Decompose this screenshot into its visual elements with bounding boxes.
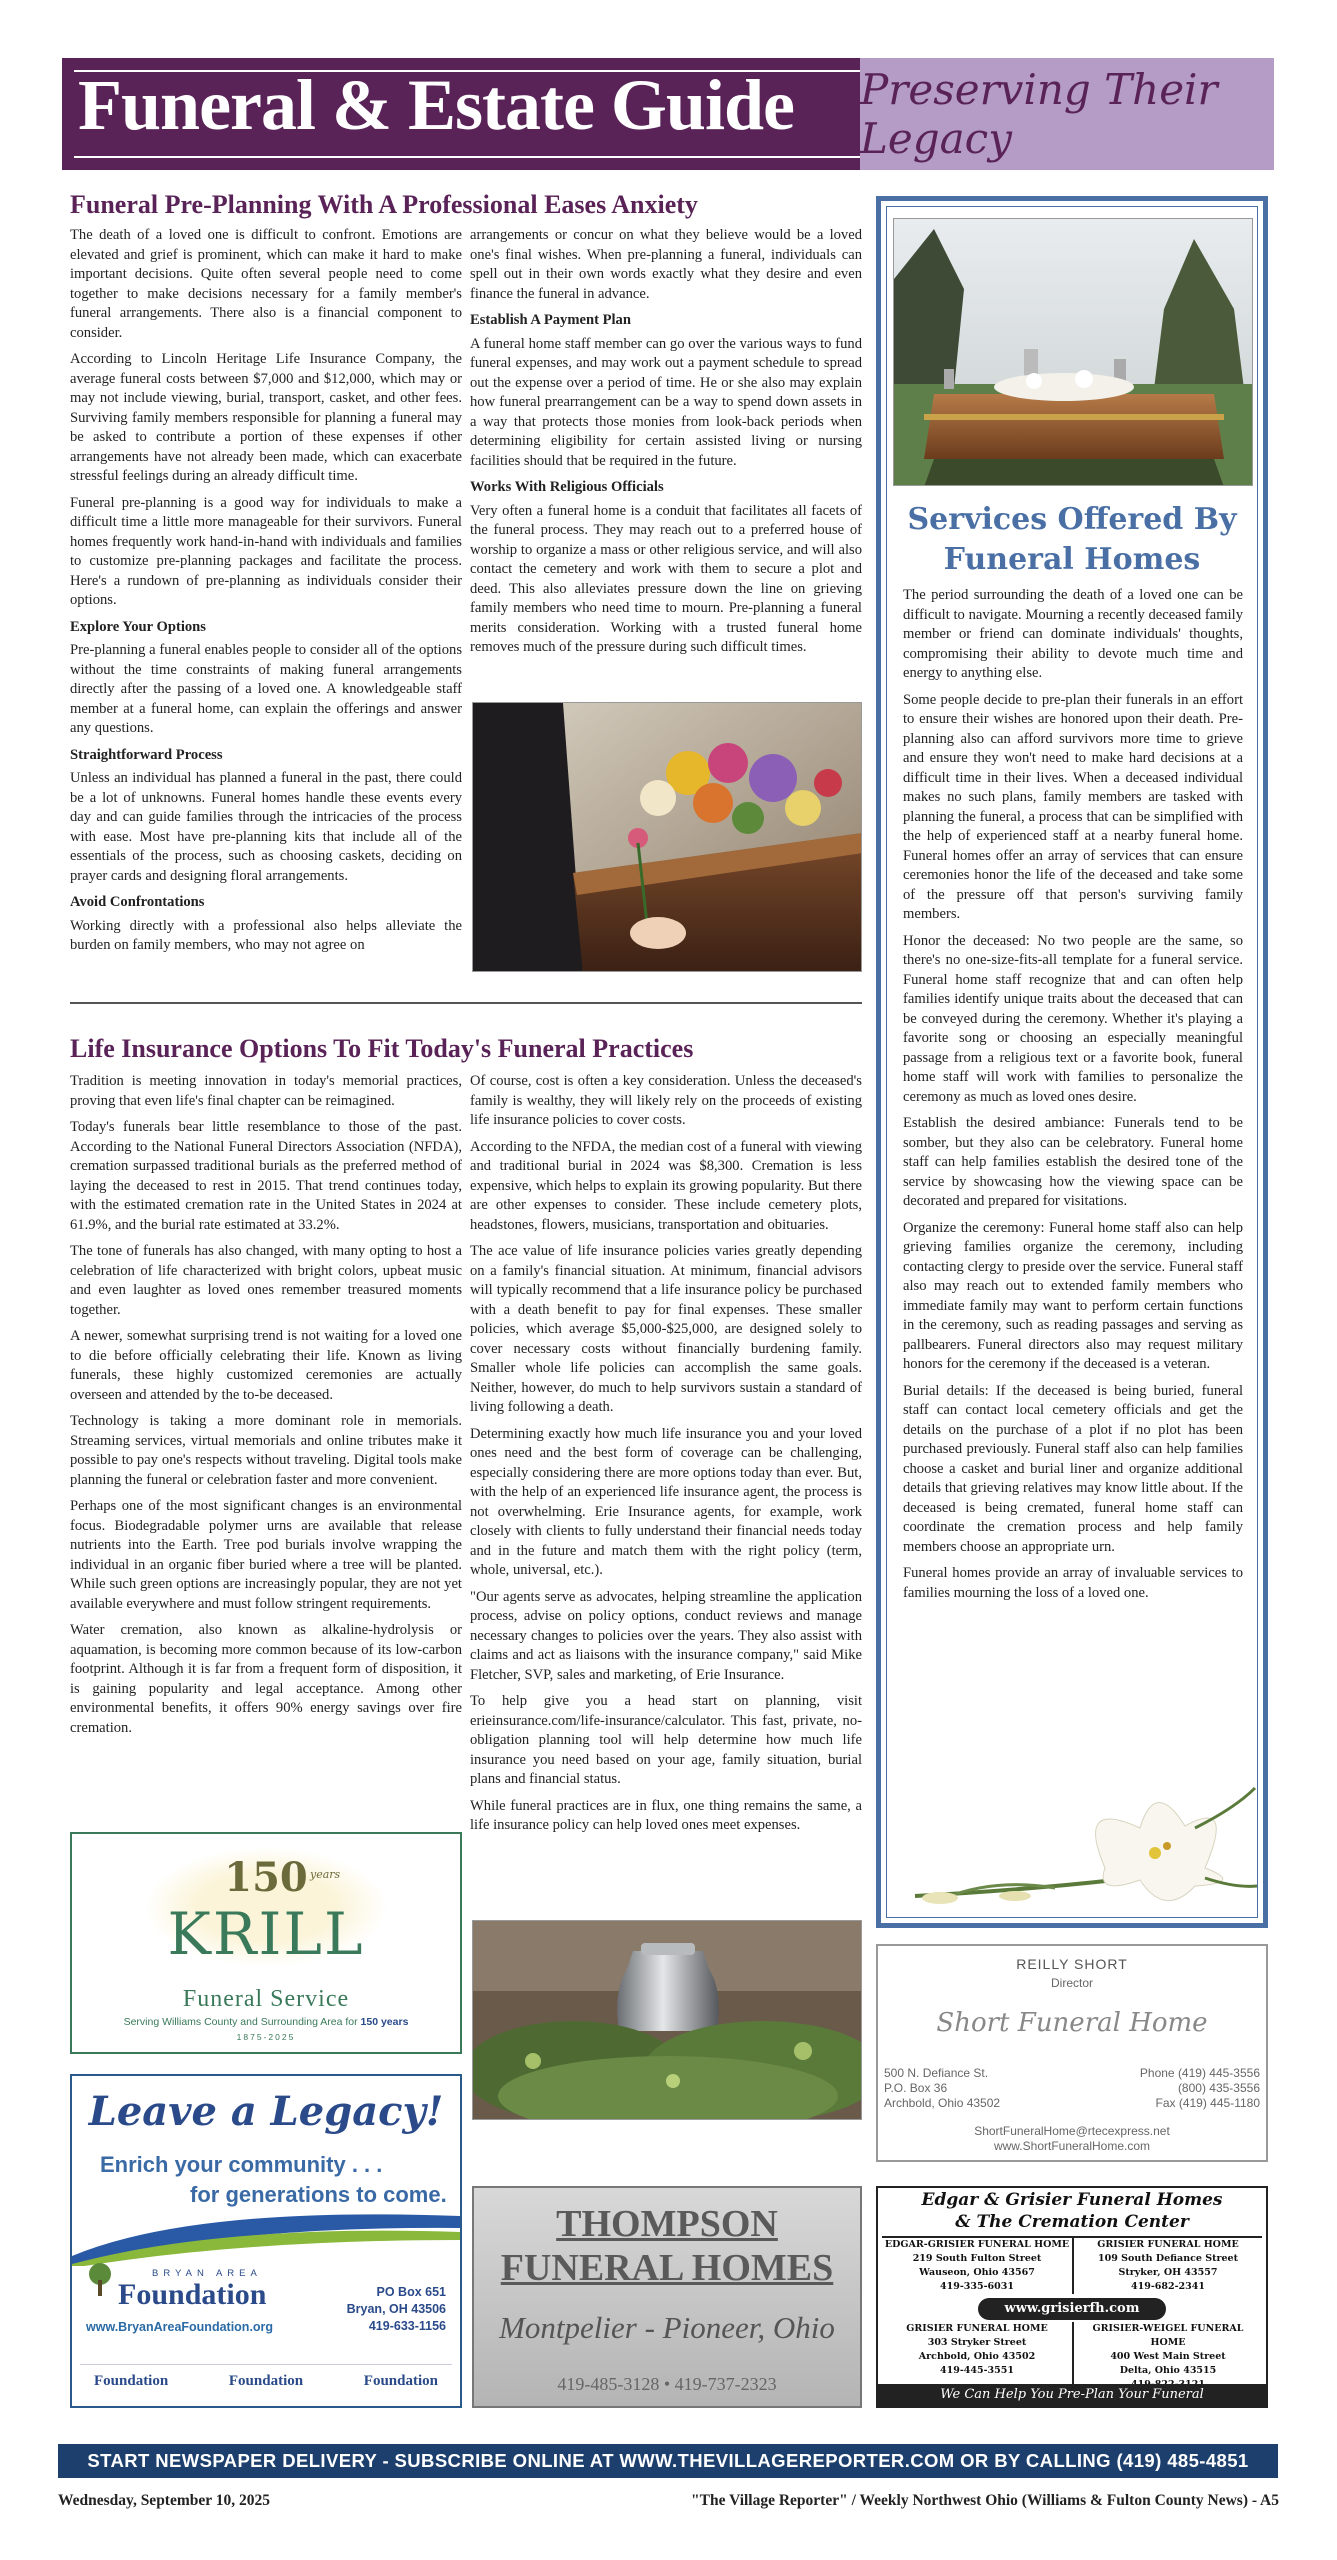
sidebar-headline: Services Offered By Funeral Homes [907,502,1237,577]
foundation-name: Foundation [118,2278,267,2311]
lily-illustration [905,1768,1260,1918]
subheading: Establish A Payment Plan [470,312,631,328]
short-funeral-ad [876,1944,1268,2162]
paragraph: "Our agents serve as advocates, helping streamline the application process, advise on policy options, conduct reviews and manage necessary changes to policies over the years. They also assist with claims and act as liaisons with the insurance company," said Mike Fletcher, SVP, sales and marketing, of Erie Insurance. [470,1588,862,1683]
short-phone: Phone (419) 445-3556 [1139,2066,1260,2080]
issue-date: Wednesday, September 10, 2025 [58,2492,270,2509]
article1-headline: Funeral Pre-Planning With A Professional Eases Anxiety [70,190,698,219]
paper-folio: "The Village Reporter" / Weekly Northwest Ohio (Williams & Fulton County News) - A5 [691,2492,1279,2509]
paragraph: According to Lincoln Heritage Life Insurance Company, the average funeral costs between $7,000 and $12,000, which may or may not include viewing, burial, transport, casket, and other fees. Surviving family members responsible for planning a funeral may be asked to contribute a portion of these expenses if other arrangements have not already been made, which can exacerbate stressful feelings during an already difficult time. [70,351,462,484]
casket-flowers-photo [472,702,862,972]
paragraph: Establish the desired ambiance: Funerals tend to be somber, but they also can be celebratory. Funeral home staff can help families establish the desired tone of the service by showcasing how the viewing space can be decorated and prepared for visitations. [903,1115,1243,1209]
foundation-phone: 419-633-1156 [368,2319,446,2333]
tree-icon [86,2262,114,2296]
affiliate-foundation-3: Foundation [363,2373,438,2389]
paragraph: Determining exactly how much life insurance you and your loved ones need and the best form of coverage can be challenging, especially considering there are more options today than ever. But, with the help of an experienced life insurance agent, the process is not overwhelming. Erie Insurance agents, for example, work closely with clients to fully understand their financial needs today and in the future and match them with the right policy (term, whole, universal, etc.). [470,1425,862,1578]
paragraph: Burial details: If the deceased is being buried, funeral staff can contact local cemetery officials and get the details on the purchase of a plot if no plot has been purchased previously. Funeral staff also can help families choose a casket and burial liner and organize additional details that grieving relatives may know little about. If the deceased is being cremated, funeral home staff can coordinate the cremation process and help family members choose an appropriate urn. [903,1382,1243,1555]
wave-graphic [72,2206,460,2266]
grisier-funeral-ad [876,2186,1268,2408]
grisier-slogan: We Can Help You Pre-Plan Your Funeral [878,2384,1266,2406]
masthead-rule-bottom [74,156,869,158]
paragraph: Tradition is meeting innovation in today's memorial practices, proving that even life's final chapter can be reimagined. [70,1073,462,1109]
krill-years-word: years [310,1868,341,1881]
article2-column-1 [70,1072,462,1822]
short-tollfree: (800) 435-3556 [1177,2081,1260,2095]
paragraph: While funeral practices are in flux, one thing remains the same, a life insurance policy can help loved ones meet expenses. [470,1797,862,1833]
paragraph: The ace value of life insurance policies varies greatly depending on a family's financial situation. At minimum, financial advisors will typically recommend that a life insurance policy be purchased with a death benefit to pay for final expenses. These smaller policies, which average $5,000-$25,000, are designed solely to cover necessary costs without financially burdening family. Smaller whole life policies can accomplish the same goals. Neither, however, do much to help survivors sustain a standard of living following a death. [470,1243,862,1415]
article1-column-1 [70,226,462,976]
article1-column-2 [470,226,862,692]
paragraph: Funeral homes provide an array of invaluable services to families mourning the loss of a loved one. [903,1565,1243,1601]
paragraph: arrangements or concur on what they believe would be a loved one's final wishes. When pre-planning a funeral, individuals can spell out in their own words exactly what they desire and even finance the funeral in advance. [470,227,862,302]
krill-serving: Serving Williams County and Surrounding Area for 150 years [123,2016,409,2028]
grisier-subtitle: & The Cremation Center [955,2212,1189,2232]
paragraph: Unless an individual has planned a funeral in the past, there could be a lot of unknowns. Funeral homes handle these events every day and can guide families through the intricacies of the process with ease. Most have pre-planning kits that include all of the essentials of the process, such as choosing caskets, deciding on prayer cards and designing floral arrangements. [70,770,462,884]
bryan-foundation-ad [70,2074,462,2408]
director-title: Director [1050,1976,1093,1990]
short-logo: Short Funeral Home [936,2008,1208,2038]
paragraph: To help give you a head start on planning, visit erieinsurance.com/life-insurance/calculator. This fast, private, no-obligation planning tool will help determine how much life insurance you need based on your age, family situation, burial plans and financial status. [470,1693,862,1787]
cemetery-casket-photo [893,218,1253,486]
grisier-delta: GRISIER-WEIGEL FUNERAL HOME 400 West Main Street Delta, Ohio 43515 [1072,2322,1262,2392]
thompson-location: Montpelier - Pioneer, Ohio [499,2310,835,2345]
legacy-line2: for generations to come. [190,2182,447,2207]
grisier-website[interactable]: www.grisierfh.com [978,2298,1166,2320]
affiliate-foundation-1: Foundation [94,2373,169,2389]
paragraph: The death of a loved one is difficult to confront. Emotions are elevated and grief is prominent, which can make it hard to make important decisions. Quite often several people need to come together to make decisions necessary for a family member's funeral arrangements. There also is a financial component to consider. [70,227,462,341]
krill-dates: 1875-2025 [236,2032,296,2042]
grisier-stryker: GRISIER FUNERAL HOME 109 South Defiance Street Stryker, OH 43557 419-682-2341 [1072,2238,1262,2294]
short-addr3: Archbold, Ohio 43502 [884,2096,1001,2110]
paragraph: The tone of funerals has also changed, with many opting to host a celebration of life characterized with bright colors, upbeat music and even laughter as loved ones remember treasured moments together. [70,1243,462,1318]
affiliate-foundations [80,2364,452,2398]
krill-funeral-ad [70,1832,462,2054]
sidebar-body [903,586,1243,1761]
paragraph: Very often a funeral home is a conduit that facilitates all facets of the funeral process. They may reach out to a preferred house of worship to organize a mass or other religious service, and will also contact the cemetery and work with them to secure a plot and deed. This also alleviates pressure down the line on grieving family members who need time to mourn. Pre-planning a funeral merits consideration. Working with a trusted funeral home removes much of the pressure during such difficult times. [470,502,862,655]
paragraph: Organize the ceremony: Funeral home staff also can help grieving families organize the ceremony, including contacting clergy to preside over the service. Funeral staff also may reach out to extended family members who immediate family may want to perform certain functions in the ceremony, such as reading passages and serving as pallbearers. Funeral directors also may request military honors for the ceremony if the deceased is a veteran. [903,1219,1243,1372]
article2-column-2 [470,1072,862,1910]
paragraph: Today's funerals bear little resemblance to those of the past. According to the National Funeral Directors Association (NFDA), cremation surpassed traditional burials as the preferred method of laying the deceased to rest in 2015. That trend continues today, with the estimated cremation rate in the United States in 2024 at 61.9%, and the burial rate estimated at 33.2%. [70,1119,462,1233]
masthead-title: Funeral & Estate Guide [78,65,794,145]
paragraph: The period surrounding the death of a loved one can be difficult to navigate. Mourning a recently deceased family member or friend can dominate individuals' thoughts, compromising their ability to devote much time and energy to anything else. [903,587,1243,681]
director-name: REILLY SHORT [1016,1956,1128,1972]
foundation-url[interactable]: www.BryanAreaFoundation.org [86,2320,274,2334]
paragraph: Technology is taking a more dominant role in memorials. Streaming services, virtual memorials and online tributes make it possible to pay one's respects without traveling. Digital tools make planning the funeral or celebration faster and more convenient. [70,1413,462,1488]
article2-headline: Life Insurance Options To Fit Today's Funeral Practices [70,1034,694,1063]
paragraph: Perhaps one of the most significant changes is an environmental focus. Biodegradable polymer urns are available that release nutrients into the Earth. Tree pod burials involve wrapping the individual in an organic fiber buried where a tree will be planted. While such green options are increasingly popular, they are not yet available everywhere and must follow stringent requirements. [70,1498,462,1612]
paragraph: A newer, somewhat surprising trend is not waiting for a loved one to die before officially celebrating their life. Known as living funerals, these highly customized ceremonies are actually overseen and attended by the to-be deceased. [70,1328,462,1403]
subscribe-banner[interactable]: START NEWSPAPER DELIVERY - SUBSCRIBE ONLINE AT WWW.THEVILLAGEREPORTER.COM OR BY CALLING (419) 485-4851 [58,2444,1278,2478]
masthead-tagline: Preserving Their Legacy [860,58,1274,170]
urn-photo [472,1920,862,2120]
paragraph: Some people decide to pre-plan their funerals in an effort to ensure their wishes are honored upon their death. Pre-planning also can afford survivors more time to grieve and ensure they won't need to make hard decisions at a difficult time in their lives. When a deceased individual makes no such plans, family members are tasked with planning the funeral, a process that can be simplified with the help of experienced staff at a nearby funeral home. Funeral homes offer an array of services that can ensure ceremonies honor the life of the deceased and take some of the pressure off that person's surviving family members. [903,691,1243,922]
section-divider [70,1002,862,1004]
paragraph: Working directly with a professional also helps alleviate the burden on family members, who may not agree on [70,917,462,953]
subheading: Avoid Confrontations [70,894,205,910]
paragraph: Funeral pre-planning is a good way for individuals to make a difficult time a little more manageable for their survivors. Funeral homes frequently work hand-in-hand with individuals and families to customize pre-planning packages and facilitate the process. Here's a rundown of pre-planning as individuals consider their options. [70,494,462,608]
thompson-line2: FUNERAL HOMES [500,2247,834,2289]
foundation-po: PO Box 651 [376,2285,446,2299]
subheading: Explore Your Options [70,618,206,635]
thompson-phones: 419-485-3128 • 419-737-2323 [557,2374,777,2394]
grisier-wauseon: EDGAR-GRISIER FUNERAL HOME 219 South Fulton Street Wauseon, Ohio 43567 419-335-6031 [884,2239,1070,2292]
krill-logo: KRILL [167,1900,365,1968]
paragraph: According to the NFDA, the median cost of a funeral with viewing and traditional burial in 2024 was $8,300. Cremation is less expensive, which helps to explain its growing popularity. But there are other expenses to consider. These include cemetery plots, headstones, flowers, musicians, transportation and obituaries. [470,1138,862,1233]
krill-150: 150 [224,1854,308,1901]
short-addr2: P.O. Box 36 [884,2081,948,2095]
legacy-line1: Enrich your community . . . [100,2152,383,2177]
short-addr1: 500 N. Defiance St. [884,2066,989,2080]
paragraph: A funeral home staff member can go over the various ways to fund funeral expenses, and may work out a payment schedule to spread out the expense over a period of time. He or she also may explain how funeral prearrangement can be a way to spend down assets in a way that protects those monies from look-back periods when determining eligibility for certain assisted living or nursing facilities should that be required in the future. [470,335,862,469]
affiliate-foundation-2: Foundation [228,2373,304,2389]
paragraph: Water cremation, also known as alkaline-hydrolysis or aquamation, is becoming more common because of its low-carbon footprint. Although it is far from a frequent form of disposition, it is gaining popularity and legal acceptance. Among other environmental benefits, it offers 90% energy savings over fire cremation. [70,1622,462,1736]
paragraph: Pre-planning a funeral enables people to consider all of the options without the time constraints of making funeral arrangements directly after the passing of a loved one. A knowledgeable staff member at a funeral home, can explain the offerings and answer any questions. [70,642,462,736]
subheading: Straightforward Process [70,746,223,763]
subheading: Works With Religious Officials [470,479,664,495]
bryan-area-label: BRYAN AREA [152,2268,262,2279]
krill-service: Funeral Service [182,1986,350,2012]
paragraph: Of course, cost is often a key consideration. Unless the deceased's family is wealthy, they will likely rely on the proceeds of existing life insurance policies to cover costs. [470,1073,862,1128]
grisier-archbold: GRISIER FUNERAL HOME 303 Stryker Street Archbold, Ohio 43502 419-445-3551 [906,2323,1048,2376]
thompson-funeral-ad [472,2186,862,2408]
paragraph: Honor the deceased: No two people are the same, so there's no one-size-fits-all template for a funeral service. Funeral home staff recognize that and can often help families identify unique traits about the deceased that can be conveyed during the ceremony. Whether it's playing a favorite song or choosing an especially meaningful passage from a religious text or a favorite book, funeral home staff will work with families to personalize the ceremony as much as loved ones desire. [903,932,1243,1105]
thompson-line1: THOMPSON [556,2203,778,2245]
short-website[interactable]: www.ShortFuneralHome.com [993,2139,1151,2153]
legacy-headline: Leave a Legacy! [88,2088,444,2135]
short-fax: Fax (419) 445-1180 [1155,2096,1260,2110]
foundation-city: Bryan, OH 43506 [346,2302,446,2316]
grisier-title: Edgar & Grisier Funeral Homes [921,2190,1223,2210]
short-email[interactable]: ShortFuneralHome@rtecexpress.net [974,2124,1170,2138]
